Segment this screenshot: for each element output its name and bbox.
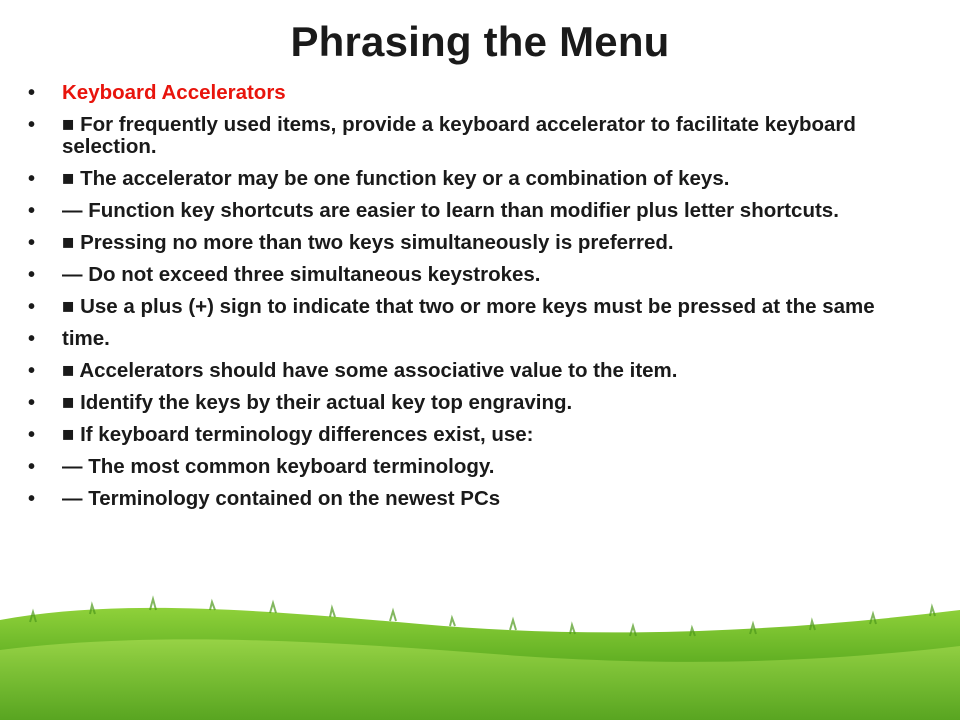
bullet-dot-icon: •	[28, 456, 36, 478]
bullet-text: ■ Pressing no more than two keys simultaneously is preferred.	[62, 231, 674, 254]
bullet-dot-icon: •	[28, 296, 36, 318]
bullet-dot-icon: •	[28, 82, 36, 104]
bullet-text: — Terminology contained on the newest PCs	[62, 487, 501, 510]
bullet-dot-icon: •	[28, 232, 36, 254]
bullet-text: — Function key shortcuts are easier to learn than modifier plus letter shortcuts.	[62, 199, 839, 222]
bullet-dot-icon: •	[28, 328, 36, 350]
bullet-text: — Do not exceed three simultaneous keystrokes.	[62, 263, 541, 286]
bullet-item	[24, 488, 929, 510]
bullet-dot-icon: •	[28, 360, 36, 382]
bullet-dot-icon: •	[28, 264, 36, 286]
bullet-item	[24, 168, 929, 190]
bullet-dot-icon: •	[28, 392, 36, 414]
bullet-item	[24, 392, 929, 414]
bullet-dot-icon: •	[28, 168, 36, 190]
bullet-item	[24, 200, 929, 222]
bullet-text: ■ For frequently used items, provide a keyboard accelerator to facilitate keyboard selection.	[62, 113, 856, 158]
bullet-item	[24, 360, 929, 382]
bullet-list	[24, 82, 929, 520]
bullet-dot-icon: •	[28, 424, 36, 446]
bullet-item	[24, 232, 929, 254]
bullet-item	[24, 424, 929, 446]
bullet-dot-icon: •	[28, 114, 36, 136]
bullet-text: Keyboard Accelerators	[62, 81, 286, 104]
bullet-text: ■ The accelerator may be one function key or a combination of keys.	[62, 167, 730, 190]
bullet-text: time.	[62, 327, 110, 350]
bullet-item	[24, 82, 929, 104]
bullet-text: — The most common keyboard terminology.	[62, 455, 495, 478]
bullet-text: ■ Use a plus (+) sign to indicate that two or more keys must be pressed at the same	[62, 295, 875, 318]
slide-title: Phrasing the Menu	[290, 18, 670, 65]
bullet-text: ■ If keyboard terminology differences exist, use:	[62, 423, 534, 446]
bullet-item	[24, 264, 929, 286]
bullet-text: ■ Identify the keys by their actual key top engraving.	[62, 391, 573, 414]
grass-hill-image	[0, 580, 960, 720]
bullet-item	[24, 114, 929, 158]
bullet-item	[24, 296, 929, 318]
bullet-item	[24, 456, 929, 478]
bullet-dot-icon: •	[28, 200, 36, 222]
bullet-item	[24, 328, 929, 350]
bullet-dot-icon: •	[28, 488, 36, 510]
bullet-text: ■ Accelerators should have some associative value to the item.	[62, 359, 678, 382]
